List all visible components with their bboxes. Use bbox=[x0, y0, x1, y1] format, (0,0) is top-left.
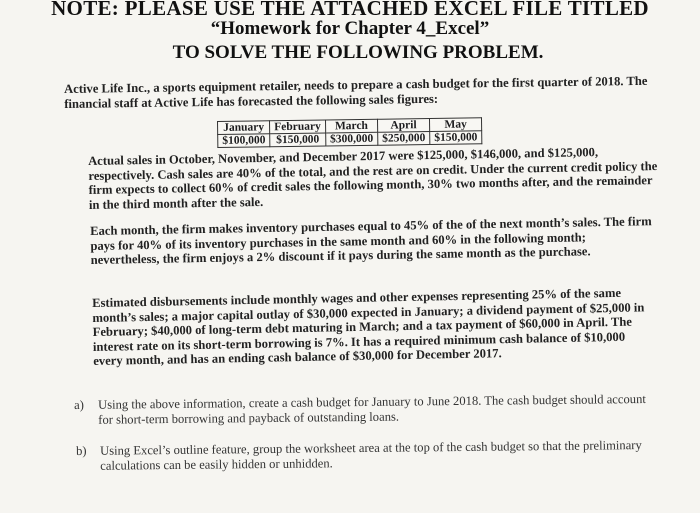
table-cell-month: March bbox=[325, 119, 377, 133]
question-a-text: Using the above information, create a cash budget for January to June 2018. The cash budget should account for short-term borrowing and payback of outstanding loans. bbox=[97, 392, 646, 427]
table-cell-month: February bbox=[270, 120, 326, 134]
note-line-1: NOTE: PLEASE USE THE ATTACHED EXCEL FILE TITLED bbox=[51, 0, 649, 20]
table-cell-value: $150,000 bbox=[430, 131, 482, 145]
question-b-text: Using Excel’s outline feature, group the worksheet area at the top of the cash budget so that the preliminary calculations can be easily hidden or unhidden. bbox=[99, 438, 642, 473]
sales-forecast-table bbox=[217, 117, 482, 148]
table-cell-month: April bbox=[377, 119, 429, 133]
table-cell-month: May bbox=[430, 118, 482, 132]
table-cell-value: $250,000 bbox=[378, 132, 430, 146]
question-b bbox=[76, 438, 656, 473]
note-line-3: TO SOLVE THE FOLLOWING PROBLEM. bbox=[172, 42, 544, 63]
question-b-label: b) bbox=[76, 443, 87, 458]
note-line-2: “Homework for Chapter 4_Excel” bbox=[210, 18, 490, 39]
table-cell-month: January bbox=[218, 121, 270, 135]
table-cell-value: $300,000 bbox=[325, 132, 377, 146]
question-a-label: a) bbox=[74, 397, 84, 412]
table-cell-value: $100,000 bbox=[218, 134, 270, 148]
table-cell-value: $150,000 bbox=[270, 133, 326, 147]
sales-collection-paragraph: Actual sales in October, November, and December 2017 were $125,000, $146,000, and $125,000, respectively. Cash sales are 40% of the total, and the rest are on credit. Under the current credit policy the firm expects to collect 60% of credit sales the following month, 30% two months after, and the remainder in the third month after the sale. bbox=[88, 145, 658, 212]
inventory-purchases-paragraph: Each month, the firm makes inventory purchases equal to 45% of the of the next month’s sales. The firm pays for 40% of its inventory purchases in the same month and 60% in the following month; nevertheless, the firm enjoys a 2% discount if it pays during the same month as the purchase. bbox=[90, 214, 652, 268]
question-a bbox=[74, 392, 654, 427]
intro-paragraph: Active Life Inc., a sports equipment retailer, needs to prepare a cash budget for the first quarter of 2018. The financial staff at Active Life has forecasted the following sales figures: bbox=[64, 73, 648, 111]
disbursements-paragraph: Estimated disbursements include monthly wages and other expenses representing 25% of the same month’s sales; a major capital outlay of $30,000 expected in January; a dividend payment of $25,000 in February; $40,000 of long-term debt maturing in March; and a tax payment of $60,000 in April. The interest rate on its short-term borrowing is 7%. It has a required minimum cash balance of $10,000 every month, and has an ending cash balance of $30,000 for December 2017. bbox=[92, 285, 645, 369]
